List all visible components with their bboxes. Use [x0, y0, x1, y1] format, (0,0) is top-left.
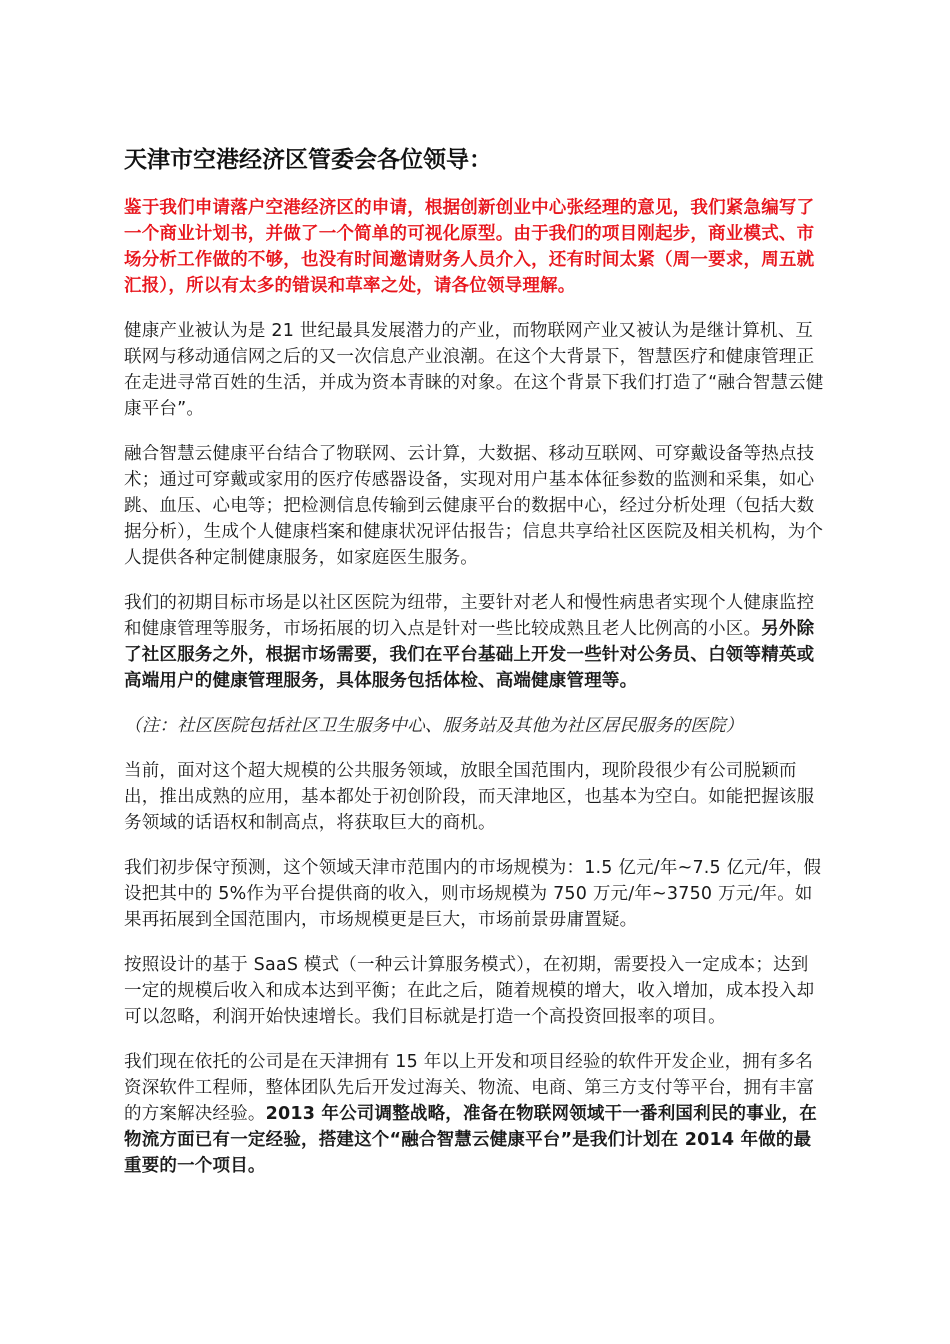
document-page: [124, 143, 824, 1198]
apology-notice: 鉴于我们申请落户空港经济区的申请，根据创新创业中心张经理的意见，我们紧急编写了一个商业计划书，并做了一个简单的可视化原型。由于我们的项目刚起步，商业模式、市场分析工作做的不够，也没有时间邀请财务人员介入，还有时间太紧（周一要求，周五就汇报），所以有太多的错误和草率之处，请各位领导理解。: [124, 198, 815, 296]
paragraph-target-market: [124, 590, 824, 694]
target-market-highlight: 另外除了社区服务之外，根据市场需要，我们在平台基础上开发一些针对公务员、白领等精英或高端用户的健康管理服务，具体服务包括体检、高端健康管理等。: [124, 619, 815, 691]
paragraph-current-situation: 当前，面对这个超大规模的公共服务领域，放眼全国范围内，现阶段很少有公司脱颖而出，推出成熟的应用，基本都处于初创阶段，而天津地区，也基本为空白。如能把握该服务领域的话语权和制高点，将获取巨大的商机。: [124, 761, 815, 833]
letter-salutation: 天津市空港经济区管委会各位领导：: [124, 147, 492, 173]
paragraph-industry-background: 健康产业被认为是 21 世纪最具发展潜力的产业，而物联网产业又被认为是继计算机、互联网与移动通信网之后的又一次信息产业浪潮。在这个大背景下，智慧医疗和健康管理正在走进寻常百姓的生活，并成为资本青睐的对象。在这个背景下我们打造了“融合智慧云健康平台”。: [124, 321, 824, 419]
paragraph-market-forecast: 我们初步保守预测，这个领域天津市范围内的市场规模为：1.5 亿元/年~7.5 亿元/年，假设把其中的 5%作为平台提供商的收入，则市场规模为 750 万元/年~3750 万元/年。如果再拓展到全国范围内，市场规模更是巨大，市场前景毋庸置疑。: [124, 858, 822, 930]
paragraph-platform-description: 融合智慧云健康平台结合了物联网、云计算，大数据、移动互联网、可穿戴设备等热点技术；通过可穿戴或家用的医疗传感器设备，实现对用户基本体征参数的监测和采集，如心跳、血压、心电等；把检测信息传输到云健康平台的数据中心，经过分析处理（包括大数据分析），生成个人健康档案和健康状况评估报告；信息共享给社区医院及相关机构，为个人提供各种定制健康服务，如家庭医生服务。: [124, 444, 824, 568]
paragraph-saas-model: 按照设计的基于 SaaS 模式（一种云计算服务模式），在初期，需要投入一定成本；达到一定的规模后收入和成本达到平衡；在此之后，随着规模的增大，收入增加，成本投入却可以忽略，利润开始快速增长。我们目标就是打造一个高投资回报率的项目。: [124, 955, 815, 1027]
community-hospital-note: （注：社区医院包括社区卫生服务中心、服务站及其他为社区居民服务的医院）: [124, 716, 744, 736]
company-strategy-highlight: 2013 年公司调整战略，准备在物联网领域干一番利国利民的事业，在物流方面已有一定经验，搭建这个“融合智慧云健康平台”是我们计划在 2014 年做的最重要的一个项目。: [124, 1104, 818, 1176]
target-market-text: 我们的初期目标市场是以社区医院为纽带，主要针对老人和慢性病患者实现个人健康监控和健康管理等服务，市场拓展的切入点是针对一些比较成熟且老人比例高的小区。: [124, 593, 815, 639]
company-background-text: 我们现在依托的公司是在天津拥有 15 年以上开发和项目经验的软件开发企业，拥有多名资深软件工程师，整体团队先后开发过海关、物流、电商、第三方支付等平台，拥有丰富的方案解决经验。: [124, 1052, 815, 1124]
paragraph-company-background: [124, 1049, 824, 1179]
